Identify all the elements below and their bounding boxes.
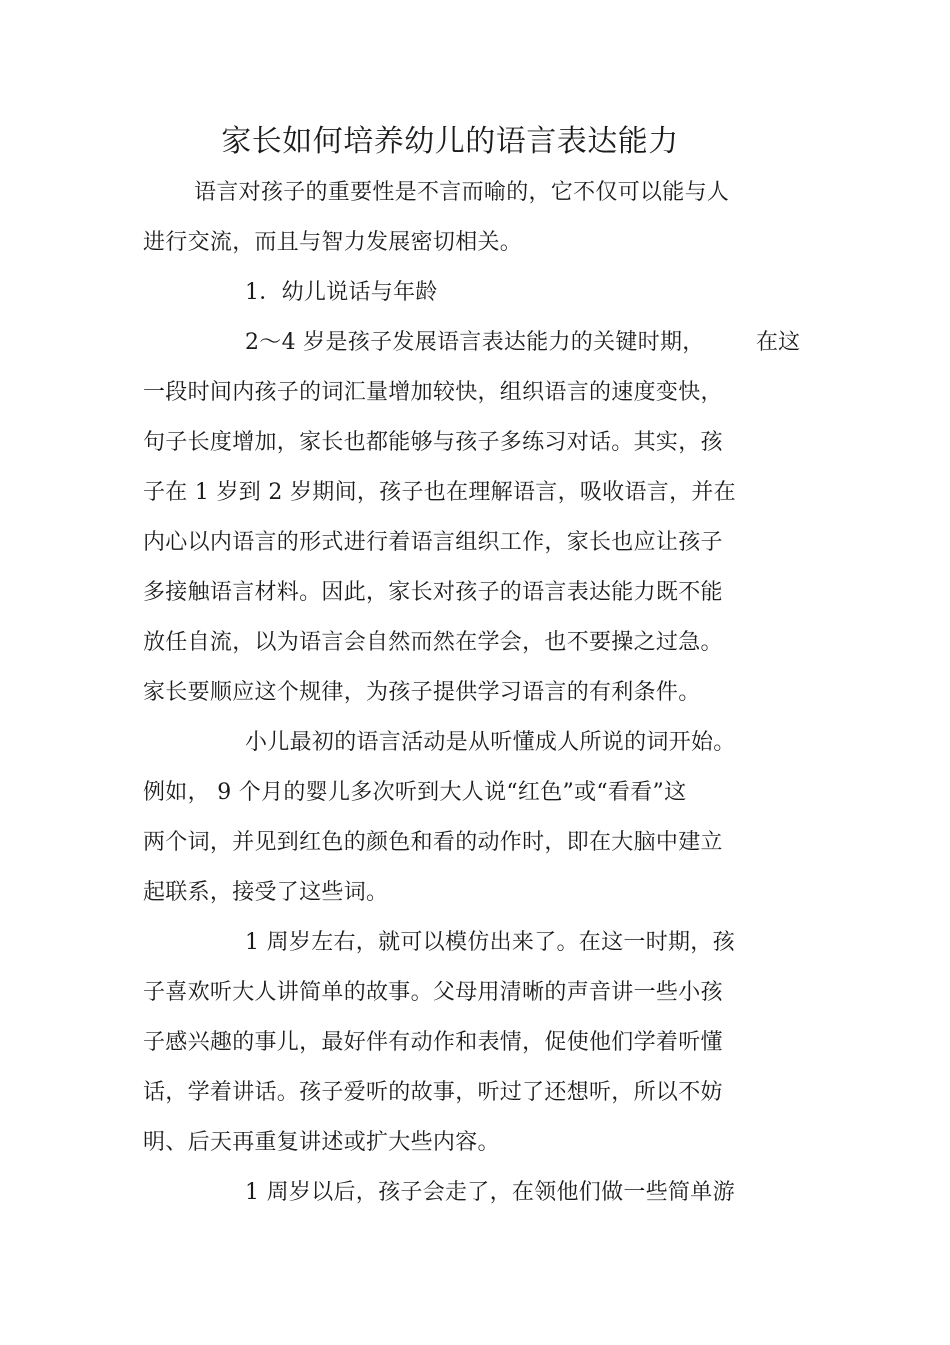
- paragraph-line: 多接触语言材料。因此，家长对孩子的语言表达能力既不能: [143, 580, 723, 605]
- paragraph-line: 子感兴趣的事儿，最好伴有动作和表情，促使他们学着听懂: [143, 1030, 723, 1055]
- paragraph-line: 进行交流，而且与智力发展密切相关。: [143, 230, 523, 255]
- paragraph-line: 子喜欢听大人讲简单的故事。父母用清晰的声音讲一些小孩: [143, 980, 723, 1005]
- paragraph-line: 放任自流，以为语言会自然而然在学会，也不要操之过急。: [143, 630, 723, 655]
- paragraph-line: 明、后天再重复讲述或扩大些内容。: [143, 1130, 500, 1155]
- paragraph-line: 2～4 岁是孩子发展语言表达能力的关键时期，: [245, 330, 705, 355]
- paragraph-line: 1 周岁以后，孩子会走了，在领他们做一些简单游: [245, 1180, 735, 1205]
- paragraph-line: 两个词，并见到红色的颜色和看的动作时，即在大脑中建立: [143, 830, 723, 855]
- paragraph-line: 1 周岁左右，就可以模仿出来了。在这一时期，孩: [245, 930, 735, 955]
- paragraph-line: 例如， 9 个月的婴儿多次听到大人说“红色”或“看看”这: [143, 780, 687, 805]
- paragraph-line: 句子长度增加，家长也都能够与孩子多练习对话。其实，孩: [143, 430, 723, 455]
- paragraph-line: 话，学着讲话。孩子爱听的故事，听过了还想听，所以不妨: [143, 1080, 723, 1105]
- document-title: 家长如何培养幼儿的语言表达能力: [221, 124, 679, 159]
- section-heading: 1．幼儿说话与年龄: [245, 280, 438, 305]
- paragraph-line: 内心以内语言的形式进行着语言组织工作，家长也应让孩子: [143, 530, 723, 555]
- paragraph-line: 语言对孩子的重要性是不言而喻的，它不仅可以能与人: [194, 180, 730, 205]
- paragraph-line-tail: 在这: [756, 330, 801, 355]
- paragraph-line: 起联系，接受了这些词。: [143, 880, 389, 905]
- paragraph-line: 一段时间内孩子的词汇量增加较快，组织语言的速度变快，: [143, 380, 723, 405]
- paragraph-line: 子在 1 岁到 2 岁期间，孩子也在理解语言，吸收语言，并在: [143, 480, 736, 505]
- paragraph-line: 小儿最初的语言活动是从听懂成人所说的词开始。: [245, 730, 736, 755]
- paragraph-line: 家长要顺应这个规律，为孩子提供学习语言的有利条件。: [143, 680, 701, 705]
